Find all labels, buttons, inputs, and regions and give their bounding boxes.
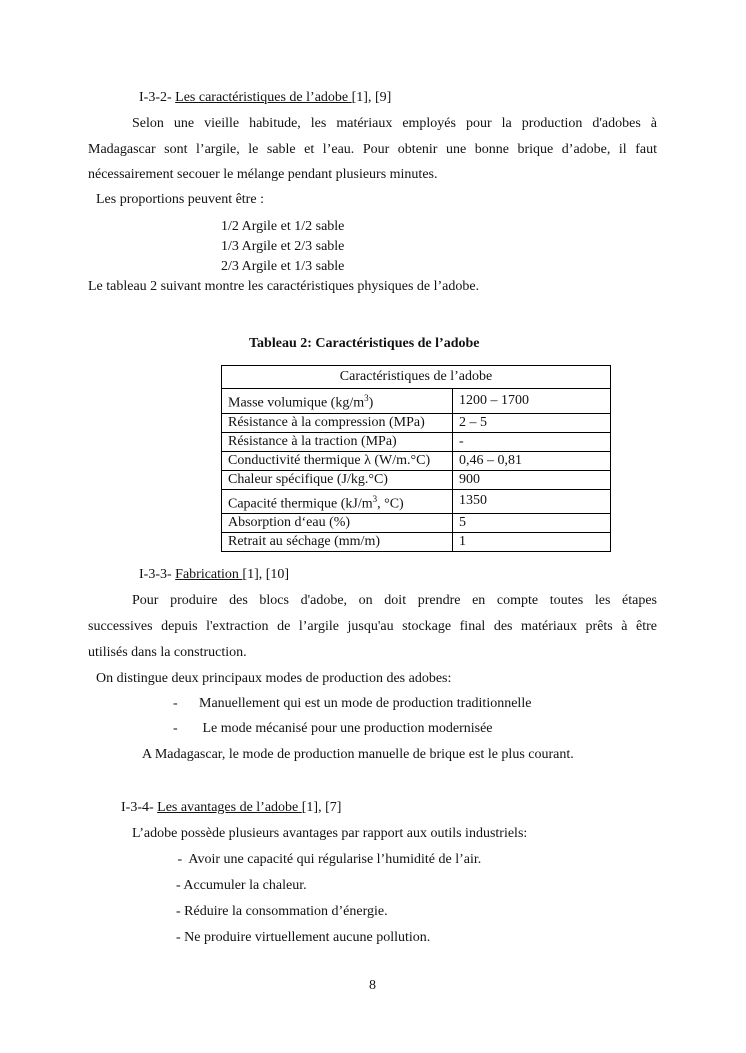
table-cell-label: Absorption d‘eau (%) bbox=[222, 514, 453, 533]
section-number: I-3-3- bbox=[139, 567, 172, 582]
paragraph-line: nécessairement secouer le mélange pendant plusieurs minutes. bbox=[88, 167, 438, 182]
table-row bbox=[222, 514, 611, 533]
table-cell-value: 1 bbox=[453, 533, 611, 552]
table-cell-value: - bbox=[453, 432, 611, 451]
table-cell-label: Conductivité thermique λ (W/m.°C) bbox=[222, 451, 453, 470]
paragraph-line: Pour produire des blocs d'adobe, on doit prendre en compte toutes les étapes bbox=[132, 593, 657, 608]
list-item: - Ne produire virtuellement aucune pollution. bbox=[176, 930, 431, 945]
section-title: Les caractéristiques de l’adobe bbox=[175, 90, 352, 105]
list-item: - Réduire la consommation d’énergie. bbox=[176, 904, 388, 919]
proportion-item: 1/2 Argile et 1/2 sable bbox=[221, 219, 345, 234]
section-refs: [1], [10] bbox=[242, 567, 290, 582]
proportion-item: 1/3 Argile et 2/3 sable bbox=[221, 239, 345, 254]
table-row bbox=[222, 413, 611, 432]
table-row bbox=[222, 470, 611, 489]
paragraph-line: A Madagascar, le mode de production manuelle de brique est le plus courant. bbox=[142, 747, 574, 762]
table-cell-label: Résistance à la traction (MPa) bbox=[222, 432, 453, 451]
table-row bbox=[222, 389, 611, 414]
bullet-dash: - bbox=[173, 721, 178, 736]
table-cell-value: 900 bbox=[453, 470, 611, 489]
modes-intro: On distingue deux principaux modes de production des adobes: bbox=[96, 671, 452, 686]
list-item: - Accumuler la chaleur. bbox=[176, 878, 307, 893]
advantages-intro: L’adobe possède plusieurs avantages par rapport aux outils industriels: bbox=[132, 826, 528, 841]
section-title: Les avantages de l’adobe bbox=[157, 800, 302, 815]
table-cell-value: 2 – 5 bbox=[453, 413, 611, 432]
section-refs: [1], [9] bbox=[351, 90, 392, 105]
section-title: Fabrication bbox=[175, 567, 243, 582]
table-cell-value: 1350 bbox=[453, 489, 611, 514]
section-refs: [1], [7] bbox=[301, 800, 342, 815]
proportions-intro: Les proportions peuvent être : bbox=[96, 192, 264, 207]
table-caption: Tableau 2: Caractéristiques de l’adobe bbox=[249, 336, 480, 351]
section-number: I-3-4- bbox=[121, 800, 154, 815]
table-row bbox=[222, 489, 611, 514]
section-heading-i-3-3 bbox=[139, 567, 289, 584]
properties-table bbox=[221, 365, 611, 552]
list-item: - Le mode mécanisé pour une production modernisée bbox=[173, 721, 493, 736]
table-cell-value: 1200 – 1700 bbox=[453, 389, 611, 414]
section-number: I-3-2- bbox=[139, 90, 172, 105]
list-item: - Manuellement qui est un mode de production traditionnelle bbox=[173, 696, 532, 711]
table-cell-label: Capacité thermique ($kJ/m^3$, °C) bbox=[222, 489, 453, 514]
table-cell-label: Chaleur spécifique (J/kg.°C) bbox=[222, 470, 453, 489]
table-header-row bbox=[222, 366, 611, 389]
table-cell-value: 0,46 – 0,81 bbox=[453, 451, 611, 470]
table-cell-label: Masse volumique $(kg/m^3)$ bbox=[222, 389, 453, 414]
section-heading-i-3-2 bbox=[139, 90, 391, 107]
table-cell-label: Retrait au séchage (mm/m) bbox=[222, 533, 453, 552]
table-row bbox=[222, 451, 611, 470]
table-cell-label: Résistance à la compression (MPa) bbox=[222, 413, 453, 432]
table-intro: Le tableau 2 suivant montre les caractéristiques physiques de l’adobe. bbox=[88, 279, 480, 294]
page-number: 8 bbox=[369, 978, 376, 993]
bullet-dash: - bbox=[173, 696, 178, 711]
list-item: - Avoir une capacité qui régularise l’humidité de l’air. bbox=[174, 852, 482, 867]
table-header: Caractéristiques de l’adobe bbox=[222, 366, 611, 389]
table-row bbox=[222, 432, 611, 451]
paragraph-line: Madagascar sont l’argile, le sable et l’eau. Pour obtenir une bonne brique d’adobe, il faut bbox=[88, 142, 657, 157]
paragraph-line: utilisés dans la construction. bbox=[88, 645, 247, 660]
paragraph-line: successives depuis l'extraction de l’argile jusqu'au stockage final des matériaux prêts à être bbox=[88, 619, 657, 634]
table-row bbox=[222, 533, 611, 552]
proportion-item: 2/3 Argile et 1/3 sable bbox=[221, 259, 345, 274]
paragraph-line: Selon une vieille habitude, les matériaux employés pour la production d'adobes à bbox=[132, 116, 657, 131]
section-heading-i-3-4 bbox=[121, 800, 341, 817]
table-cell-value: 5 bbox=[453, 514, 611, 533]
